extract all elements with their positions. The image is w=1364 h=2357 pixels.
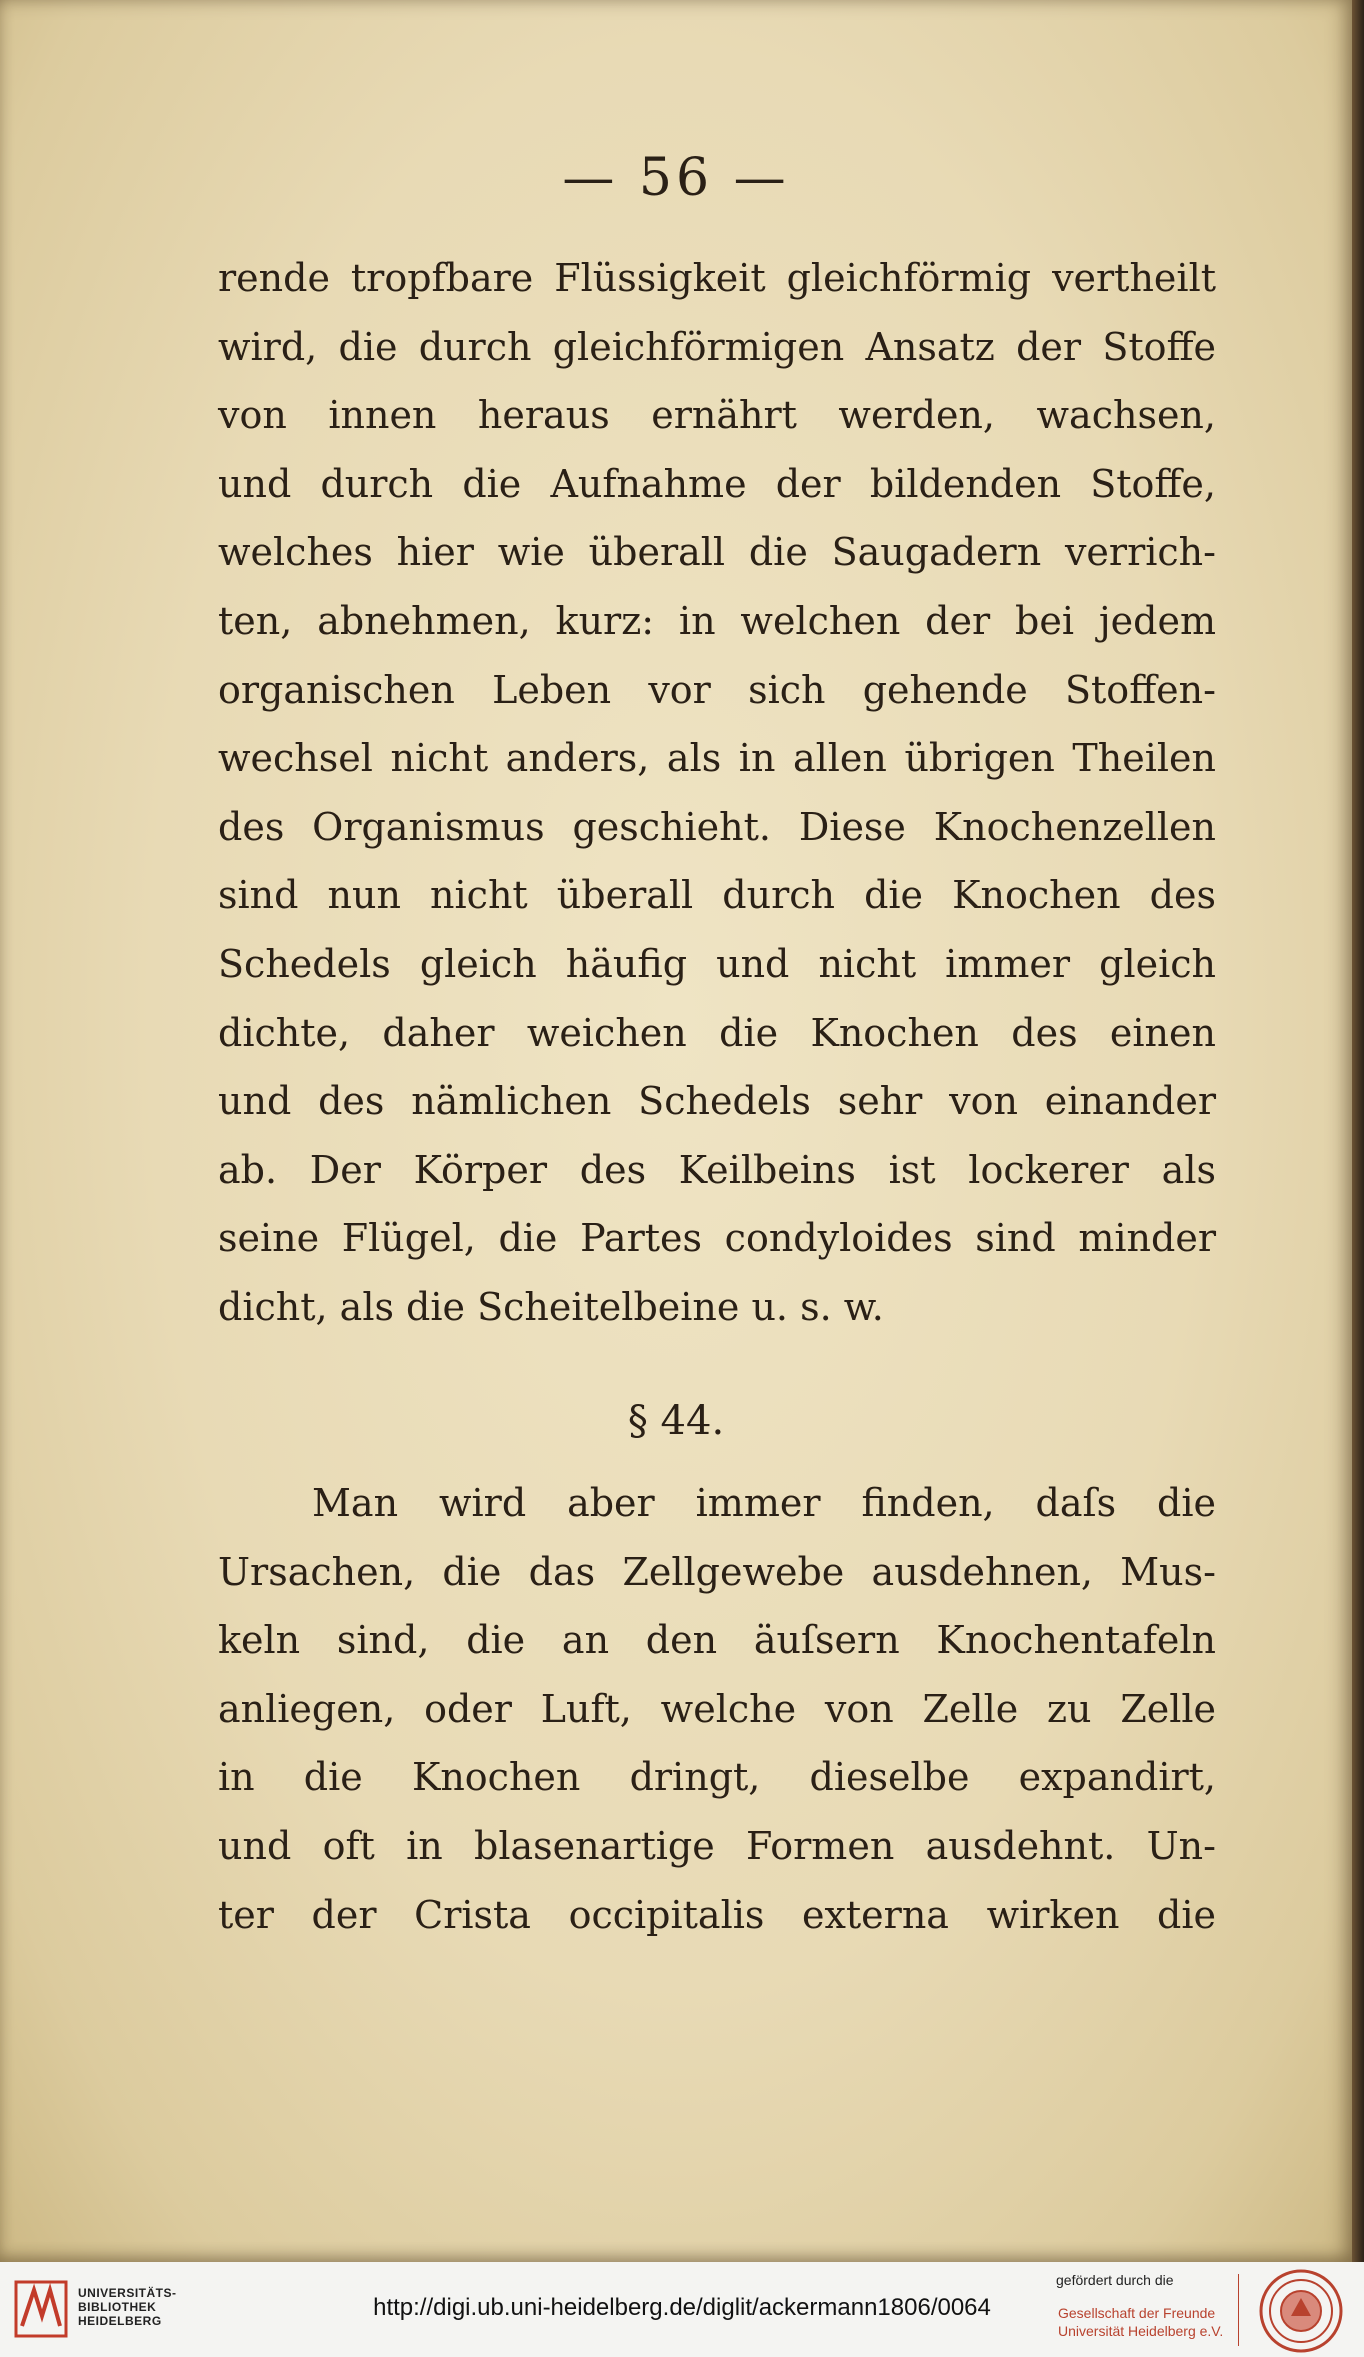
society-name-line2: Universität Heidelberg e.V. — [1058, 2323, 1224, 2339]
text-line: organischen Leben vor sich gehende Stoffen- — [218, 667, 1216, 712]
society-name-line1: Gesellschaft der Freunde — [1058, 2305, 1216, 2321]
university-seal-icon — [1258, 2268, 1344, 2354]
text-line: von innen heraus ernährt werden, wachsen, — [218, 393, 1216, 438]
library-name-line2: BIBLIOTHEK — [78, 2300, 157, 2314]
text-line: seine Flügel, die Partes condyloides sind minder — [218, 1216, 1216, 1261]
funded-by-label: gefördert durch die — [1056, 2272, 1174, 2288]
text-line: ab. Der Körper des Keilbeins ist lockerer als — [218, 1147, 1216, 1192]
text-line: welches hier wie überall die Saugadern verrich- — [218, 530, 1216, 575]
text-line: Schedels gleich häufig und nicht immer gleich — [218, 942, 1216, 986]
text-line: Ursachen, die das Zellgewebe ausdehnen, Mus- — [218, 1549, 1216, 1594]
permalink-url[interactable]: http://digi.ub.uni-heidelberg.de/diglit/ackermann1806/0064 — [373, 2294, 991, 2321]
library-name-line3: HEIDELBERG — [78, 2314, 162, 2328]
text-line: sind nun nicht überall durch die Knochen des — [218, 873, 1216, 918]
text-line: und des nämlichen Schedels sehr von einander — [218, 1079, 1216, 1124]
text-line: rende tropfbare Flüssigkeit gleichförmig vertheilt — [218, 256, 1216, 300]
society-name — [1058, 2304, 1223, 2340]
text-line: wird, die durch gleichförmigen Ansatz der Stoffe — [218, 324, 1216, 369]
text-line: wechsel nicht anders, als in allen übrigen Theilen — [218, 736, 1216, 781]
book-edge — [1352, 0, 1364, 2262]
text-line: ten, abnehmen, kurz: in welchen der bei jedem — [218, 599, 1216, 643]
text-line: und durch die Aufnahme der bildenden Stoffe, — [218, 461, 1216, 506]
footer-bar — [0, 2262, 1364, 2357]
text-line: und oft in blasenartige Formen ausdehnt. Un- — [218, 1824, 1216, 1868]
text-line: dicht, als die Scheitelbeine u. s. w. — [218, 1285, 884, 1329]
text-line: Man wird aber immer finden, daſs die — [312, 1481, 1216, 1525]
text-line: in die Knochen dringt, dieselbe expandirt, — [218, 1755, 1216, 1800]
text-line: anliegen, oder Luft, welche von Zelle zu Zelle — [218, 1686, 1216, 1731]
library-name-line1: UNIVERSITÄTS- — [78, 2286, 177, 2300]
text-line: ter der Crista occipitalis externa wirken die — [218, 1892, 1216, 1937]
footer-divider — [1238, 2274, 1239, 2346]
page-number: — 56 — — [562, 148, 790, 208]
text-line: keln sind, die an den äuſsern Knochentafeln — [218, 1618, 1216, 1663]
text-line: des Organismus geschieht. Diese Knochenzellen — [218, 804, 1216, 849]
section-heading: § 44. — [627, 1398, 725, 1444]
text-line: dichte, daher weichen die Knochen des einen — [218, 1010, 1216, 1055]
